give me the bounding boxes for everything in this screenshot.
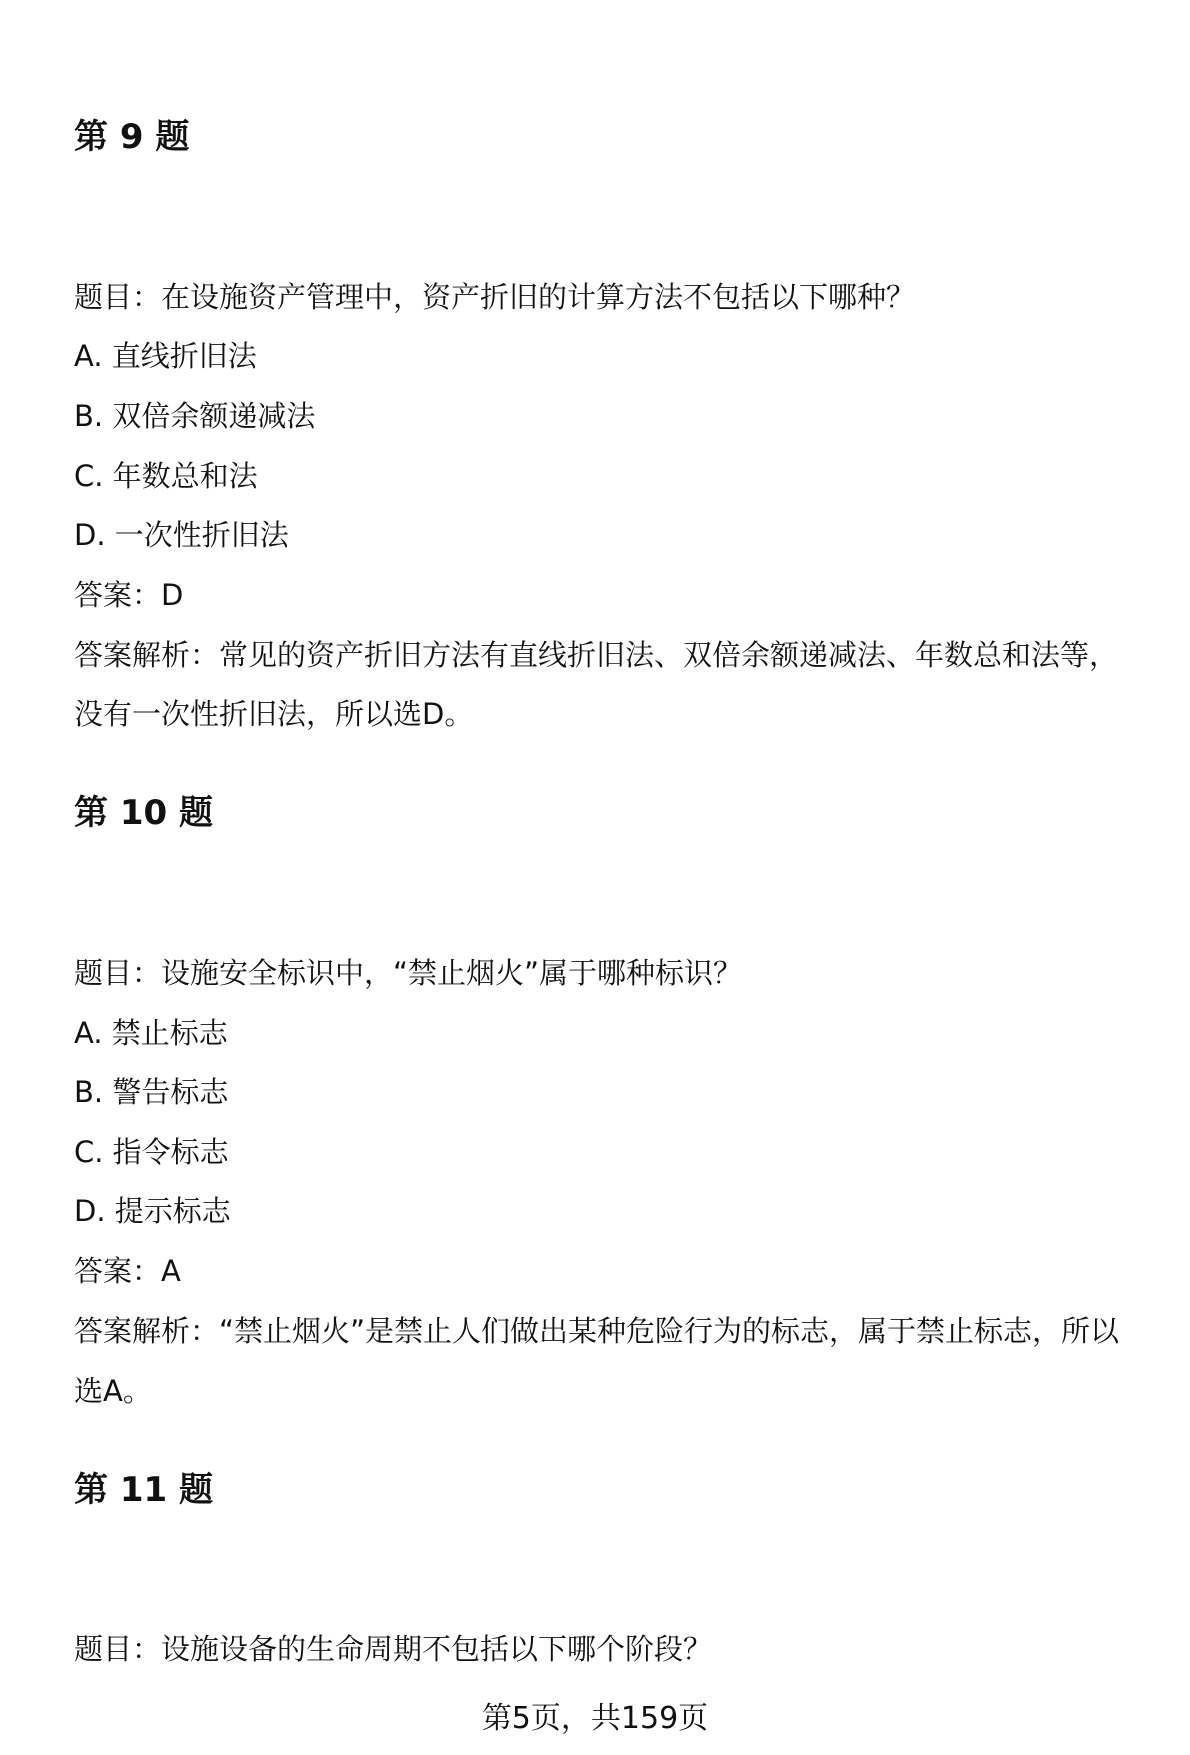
question-9-option-d: D. 一次性折旧法 [74, 518, 289, 552]
question-10-answer: 答案：A [74, 1254, 181, 1288]
question-10-explanation-line-2: 选A。 [74, 1374, 152, 1408]
question-9-explanation-line-2: 没有一次性折旧法，所以选D。 [74, 697, 474, 731]
question-10-option-d: D. 提示标志 [74, 1194, 231, 1228]
question-9-option-b: B. 双倍余额递减法 [74, 399, 316, 433]
question-10-heading: 第 10 题 [74, 793, 213, 833]
question-10-option-b: B. 警告标志 [74, 1075, 229, 1109]
question-9-option-a: A. 直线折旧法 [74, 339, 257, 373]
question-9-explanation-line-1: 答案解析：常见的资产折旧方法有直线折旧法、双倍余额递减法、年数总和法等， [74, 638, 1119, 672]
question-10-explanation-line-1: 答案解析：“禁止烟火”是禁止人们做出某种危险行为的标志，属于禁止标志，所以 [74, 1314, 1120, 1348]
question-9-prompt: 题目：在设施资产管理中，资产折旧的计算方法不包括以下哪种？ [74, 280, 916, 314]
question-11-heading: 第 11 题 [74, 1470, 213, 1510]
question-9-answer: 答案：D [74, 578, 184, 612]
question-9-option-c: C. 年数总和法 [74, 459, 258, 493]
question-9-heading: 第 9 题 [74, 117, 190, 157]
page-number-footer: 第5页，共159页 [481, 1701, 709, 1736]
question-10-prompt: 题目：设施安全标识中，“禁止烟火”属于哪种标识？ [74, 956, 743, 990]
question-10-option-a: A. 禁止标志 [74, 1016, 228, 1050]
question-11-prompt: 题目：设施设备的生命周期不包括以下哪个阶段？ [74, 1632, 713, 1666]
question-10-option-c: C. 指令标志 [74, 1135, 229, 1169]
